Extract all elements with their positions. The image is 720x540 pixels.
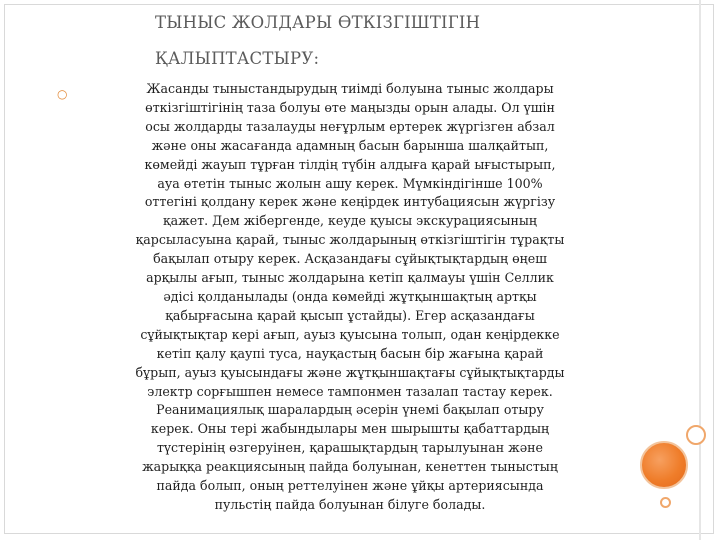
text-line: пульстің пайда болуынан білуге болады. [214,496,486,512]
text-line: электр сорғышпен немесе тампонмен тазалап тастау керек. [147,383,553,399]
text-line: Реанимациялық шаралардың әсерін үнемі бақылап отыру [156,402,544,418]
bullet-paragraph [72,80,628,515]
text-line: әдісі қолданылады (онда көмейді жұтқыншақтың артқы [163,288,537,304]
text-line: қарсыласуына қарай, тыныс жолдарының өткізгіштігін тұрақты [135,232,565,248]
text-line: оттегіні қолдану керек және кеңірдек интубациясын жүргізу [144,194,556,210]
decor-orange-circle-icon [640,441,688,489]
slide-title [155,5,675,77]
text-line: керек. Оны тері жабындылары мен шырышты қабаттардың [150,421,550,437]
text-line: сұйықтықтар кері ағып, ауыз қуысына толып, одан кеңірдекке [140,326,560,342]
text-line: жарыққа реакциясының пайда болуынан, кенеттен тыныстың [142,459,558,475]
right-divider [699,0,701,540]
text-line: арқылы ағып, тыныс жолдарына кетіп қалмауы үшін Селлик [146,270,554,286]
text-line: көмейді жауып тұрған тілдің түбін алдыға қарай ығыстырып, [144,156,556,172]
text-line: осы жолдарды тазалауды неғұрлым ертерек жүргізген абзал [145,118,555,134]
text-line: қабырғасына қарай қысып ұстайды). Егер асқазандағы [165,307,535,323]
slide-title-line-2: ҚАЛЫПТАСТЫРУ: [155,49,320,68]
slide-title-line-1: ТЫНЫС ЖОЛДАРЫ ӨТКІЗГІШТІГІН [155,13,481,32]
text-line: ауа өтетін тыныс жолын ашу керек. Мүмкіндігінше 100% [157,175,543,191]
text-line: Жасанды тыныстандырудың тиімді болуына тыныс жолдары [146,81,554,96]
text-line: бұрып, ауыз қуысындағы және жұтқыншақтағы сұйықтықтарды [135,364,565,380]
decor-ring-icon [686,425,706,445]
text-line: түстерінің өзгеруінен, қарашықтардың тарылуынан және [156,440,544,456]
text-line: және оны жасағанда адамның басын барынша шалқайтып, [151,137,549,153]
text-line: қажет. Дем жібергенде, кеуде қуысы экскурациясының [163,213,537,229]
text-line: кетіп қалу қаупі туса, науқастың басын бір жағына қарай [156,345,544,361]
circle-bullet-icon: ○ [57,87,68,101]
text-line: бақылап отыру керек. Асқазандағы сұйықтықтардың өңеш [153,251,547,267]
text-line: пайда болып, оның реттелуінен және ұйқы артериясында [156,478,544,494]
decor-small-ring-icon [660,497,671,508]
text-line: өткізгіштігінің таза болуы өте маңызды орын алады. Ол үшін [145,99,555,115]
